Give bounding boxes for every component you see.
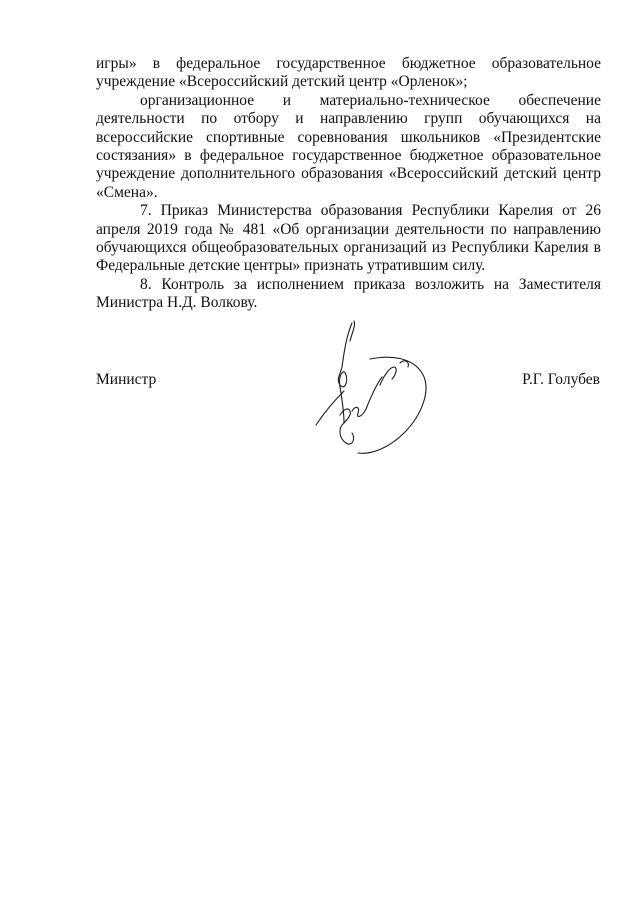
paragraph-orlenok-continuation: игры» в федеральное государственное бюджетное образовательное учреждение «Всероссийский детский центр «Орленок»; (96, 55, 601, 91)
document-body (96, 55, 601, 313)
paragraph-item-7: 7. Приказ Министерства образования Республики Карелия от 26 апреля 2019 года № 481 «Об организации деятельности по направлению обучающихся общеобразовательных организаций из Республики Карелия в Федеральные детские центры» признать утратившим силу. (96, 202, 601, 275)
signatory-name: Р.Г. Голубев (522, 371, 600, 388)
paragraph-item-8: 8. Контроль за исполнением приказа возложить на Заместителя Министра Н.Д. Волкову. (96, 275, 601, 312)
paragraph-smena-provision: организационное и материально-техническое обеспечение деятельности по отбору и направлению групп обучающихся на всероссийские спортивные соревнования школьников «Президентские состязания» в федеральное государственное бюджетное образовательное учреждение дополнительного образования «Всероссийский детский центр «Смена». (96, 91, 601, 201)
handwritten-signature (300, 315, 445, 460)
signatory-title: Министр (96, 371, 157, 388)
